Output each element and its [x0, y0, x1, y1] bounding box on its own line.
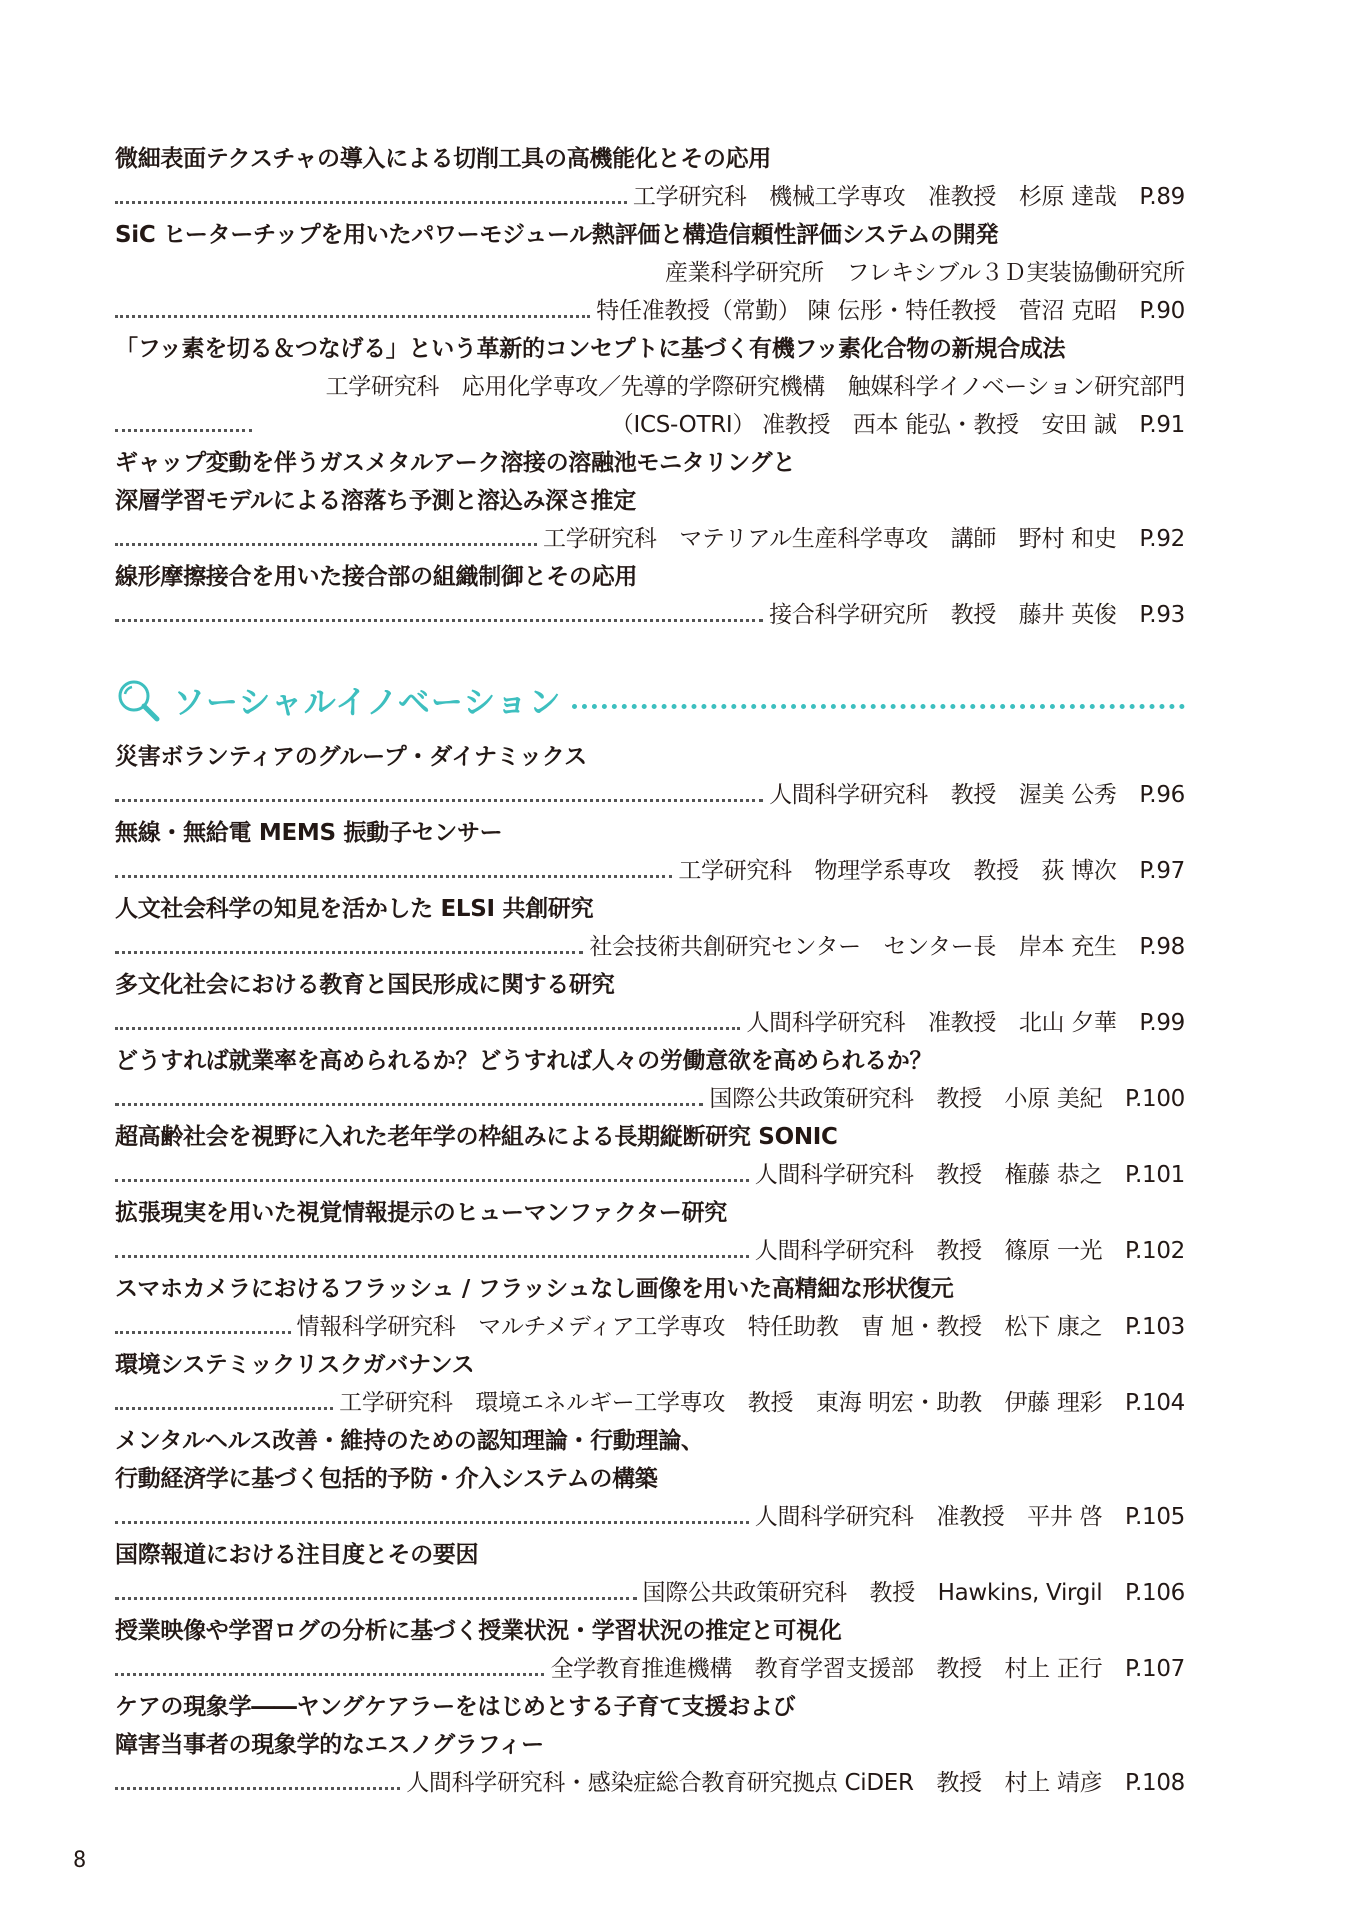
entry-author-info	[339, 1384, 1185, 1422]
entry-title: 多文化社会における教育と国民形成に関する研究	[115, 972, 615, 998]
entry-author-line: 工学研究科 マテリアル生産科学専攻 講師 野村 和史 P.92	[543, 526, 1185, 552]
section-engineering-list	[115, 140, 1254, 634]
toc-entry[interactable]	[115, 1194, 1185, 1270]
entry-author-info	[633, 178, 1185, 216]
toc-entry[interactable]	[115, 1042, 1185, 1118]
entry-author-line: （ICS-OTRI） 准教授 西本 能弘・教授 安田 誠 P.91	[610, 412, 1185, 438]
entry-title: 国際報道における注目度とその要因	[115, 1542, 479, 1568]
entry-author-info	[678, 852, 1185, 890]
entry-info-row	[115, 1650, 1185, 1688]
entry-info-row	[115, 178, 1185, 216]
toc-entry[interactable]	[115, 1270, 1185, 1346]
entry-author-line: 接合科学研究所 教授 藤井 英俊 P.93	[769, 602, 1185, 628]
toc-entry[interactable]	[115, 1346, 1185, 1422]
entry-author-line: 人間科学研究科・感染症総合教育研究拠点 CiDER 教授 村上 靖彦 P.108	[406, 1770, 1185, 1796]
entry-info-row	[115, 1308, 1185, 1346]
entry-author-info	[746, 1004, 1185, 1042]
entry-title: 超高齢社会を視野に入れた老年学の枠組みによる長期縦断研究 SONIC	[115, 1124, 838, 1150]
section-leader-dots	[572, 704, 1185, 709]
entry-info-row	[115, 1080, 1185, 1118]
section-title: ソーシャルイノベーション	[173, 683, 562, 721]
entry-title: 「フッ素を切る＆つなげる」という革新的コンセプトに基づく有機フッ素化合物の新規合成法	[115, 336, 1066, 362]
entry-title: ケアの現象学――ヤングケアラーをはじめとする子育て支援および	[115, 1694, 796, 1720]
entry-info-row	[115, 1764, 1185, 1802]
entry-author-line: 工学研究科 環境エネルギー工学専攻 教授 東海 明宏・助教 伊藤 理彩 P.104	[339, 1390, 1185, 1416]
entry-author-info	[643, 1574, 1185, 1612]
entry-info-row	[115, 1004, 1185, 1042]
entry-title: 深層学習モデルによる溶落ち予測と溶込み深さ推定	[115, 488, 636, 514]
toc-entry[interactable]	[115, 966, 1185, 1042]
entry-title: SiC ヒーターチップを用いたパワーモジュール熱評価と構造信頼性評価システムの開発	[115, 222, 999, 248]
entry-title: 人文社会科学の知見を活かした ELSI 共創研究	[115, 896, 594, 922]
entry-info-row	[115, 1384, 1185, 1422]
entry-info-row	[115, 520, 1185, 558]
entry-info-row	[115, 776, 1185, 814]
entry-title: 障害当事者の現象学的なエスノグラフィー	[115, 1732, 544, 1758]
entry-info-row	[115, 596, 1185, 634]
section-social-innovation-list	[115, 738, 1185, 1802]
entry-title: 災害ボランティアのグループ・ダイナミックス	[115, 744, 587, 770]
leader-dots	[115, 1331, 291, 1334]
leader-dots	[115, 315, 590, 318]
leader-dots	[115, 429, 252, 432]
toc-entry[interactable]	[115, 738, 1185, 814]
entry-author-info	[709, 1080, 1185, 1118]
toc-entry[interactable]	[115, 1536, 1185, 1612]
entry-author-info	[589, 928, 1185, 966]
entry-author-line: 全学教育推進機構 教育学習支援部 教授 村上 正行 P.107	[550, 1656, 1185, 1682]
entry-title: 無線・無給電 MEMS 振動子センサー	[115, 820, 503, 846]
entry-title: 行動経済学に基づく包括的予防・介入システムの構築	[115, 1466, 658, 1492]
entry-title: メンタルヘルス改善・維持のための認知理論・行動理論、	[115, 1428, 704, 1454]
entry-author-line: 人間科学研究科 教授 権藤 恭之 P.101	[754, 1162, 1185, 1188]
leader-dots	[115, 201, 627, 204]
leader-dots	[115, 951, 583, 954]
entry-author-line: 社会技術共創研究センター センター長 岸本 充生 P.98	[589, 934, 1185, 960]
entry-author-info	[258, 368, 1254, 444]
entry-info-row	[115, 1156, 1185, 1194]
leader-dots	[115, 1521, 749, 1524]
leader-dots	[115, 1597, 637, 1600]
toc-entry[interactable]	[115, 1422, 1185, 1536]
leader-dots	[115, 1673, 544, 1676]
toc-entry[interactable]	[115, 330, 1254, 444]
toc-entry[interactable]	[115, 140, 1185, 216]
entry-info-row	[115, 1498, 1185, 1536]
entry-title: 環境システミックリスクガバナンス	[115, 1352, 475, 1378]
entry-title: どうすれば就業率を高められるか？どうすれば人々の労働意欲を高められるか？	[115, 1048, 933, 1074]
entry-author-info	[769, 776, 1185, 814]
entry-author-line: 人間科学研究科 教授 渥美 公秀 P.96	[769, 782, 1185, 808]
entry-title: 拡張現実を用いた視覚情報提示のヒューマンファクター研究	[115, 1200, 727, 1226]
entry-author-line: 産業科学研究所 フレキシブル３Ｄ実装協働研究所	[664, 260, 1254, 286]
entry-author-line: 人間科学研究科 教授 篠原 一光 P.102	[754, 1238, 1185, 1264]
toc-entry[interactable]	[115, 1688, 1185, 1802]
entry-info-row	[115, 1232, 1185, 1270]
entry-info-row	[115, 368, 1254, 444]
leader-dots	[115, 1255, 749, 1258]
entry-info-row	[115, 852, 1185, 890]
leader-dots	[115, 1179, 749, 1182]
toc-entry[interactable]	[115, 216, 1254, 330]
leader-dots	[115, 543, 537, 546]
leader-dots	[115, 875, 672, 878]
page-number: 8	[73, 1848, 87, 1873]
entry-author-line: 国際公共政策研究科 教授 Hawkins, Virgil P.106	[642, 1580, 1185, 1606]
entry-author-line: 人間科学研究科 准教授 北山 夕華 P.99	[746, 1010, 1185, 1036]
toc-entry[interactable]	[115, 1118, 1185, 1194]
leader-dots	[115, 1027, 740, 1030]
entry-author-info	[406, 1764, 1185, 1802]
entry-info-row	[115, 254, 1254, 330]
entry-author-line: 工学研究科 応用化学専攻／先導的学際研究機構 触媒科学イノベーション研究部門	[325, 374, 1254, 400]
section-heading	[115, 672, 1185, 728]
leader-dots	[115, 1407, 333, 1410]
entry-author-info	[543, 520, 1185, 558]
entry-author-info	[550, 1650, 1185, 1688]
entry-title: ギャップ変動を伴うガスメタルアーク溶接の溶融池モニタリングと	[115, 450, 796, 476]
leader-dots	[115, 1787, 400, 1790]
entry-author-line: 情報科学研究科 マルチメディア工学専攻 特任助教 曺 旭・教授 松下 康之 P.103	[296, 1314, 1185, 1340]
toc-content	[115, 140, 1254, 1802]
magnifier-icon	[115, 677, 161, 723]
entry-author-line: 特任准教授（常勤） 陳 伝彤・特任教授 菅沼 克昭 P.90	[596, 298, 1185, 324]
entry-author-info	[755, 1156, 1185, 1194]
leader-dots	[115, 799, 763, 802]
entry-author-info	[596, 254, 1254, 330]
entry-author-info	[755, 1498, 1185, 1536]
entry-author-info	[755, 1232, 1185, 1270]
toc-entry[interactable]	[115, 890, 1185, 966]
entry-author-line: 人間科学研究科 准教授 平井 啓 P.105	[754, 1504, 1185, 1530]
toc-entry[interactable]	[115, 1612, 1185, 1688]
entry-author-line: 工学研究科 機械工学専攻 准教授 杉原 達哉 P.89	[632, 184, 1185, 210]
entry-info-row	[115, 1574, 1185, 1612]
entry-info-row	[115, 928, 1185, 966]
entry-author-line: 国際公共政策研究科 教授 小原 美紀 P.100	[709, 1086, 1185, 1112]
entry-title: 線形摩擦接合を用いた接合部の組織制御とその応用	[115, 564, 638, 590]
entry-author-info	[297, 1308, 1185, 1346]
entry-title: スマホカメラにおけるフラッシュ / フラッシュなし画像を用いた高精細な形状復元	[115, 1276, 954, 1302]
toc-entry[interactable]	[115, 814, 1185, 890]
toc-entry[interactable]	[115, 558, 1185, 634]
leader-dots	[115, 619, 763, 622]
entry-author-info	[769, 596, 1185, 634]
toc-entry[interactable]	[115, 444, 1185, 558]
entry-title: 微細表面テクスチャの導入による切削工具の高機能化とその応用	[115, 146, 772, 172]
entry-title: 授業映像や学習ログの分析に基づく授業状況・学習状況の推定と可視化	[115, 1618, 842, 1644]
entry-author-line: 工学研究科 物理学系専攻 教授 荻 博次 P.97	[678, 858, 1185, 884]
leader-dots	[115, 1103, 703, 1106]
